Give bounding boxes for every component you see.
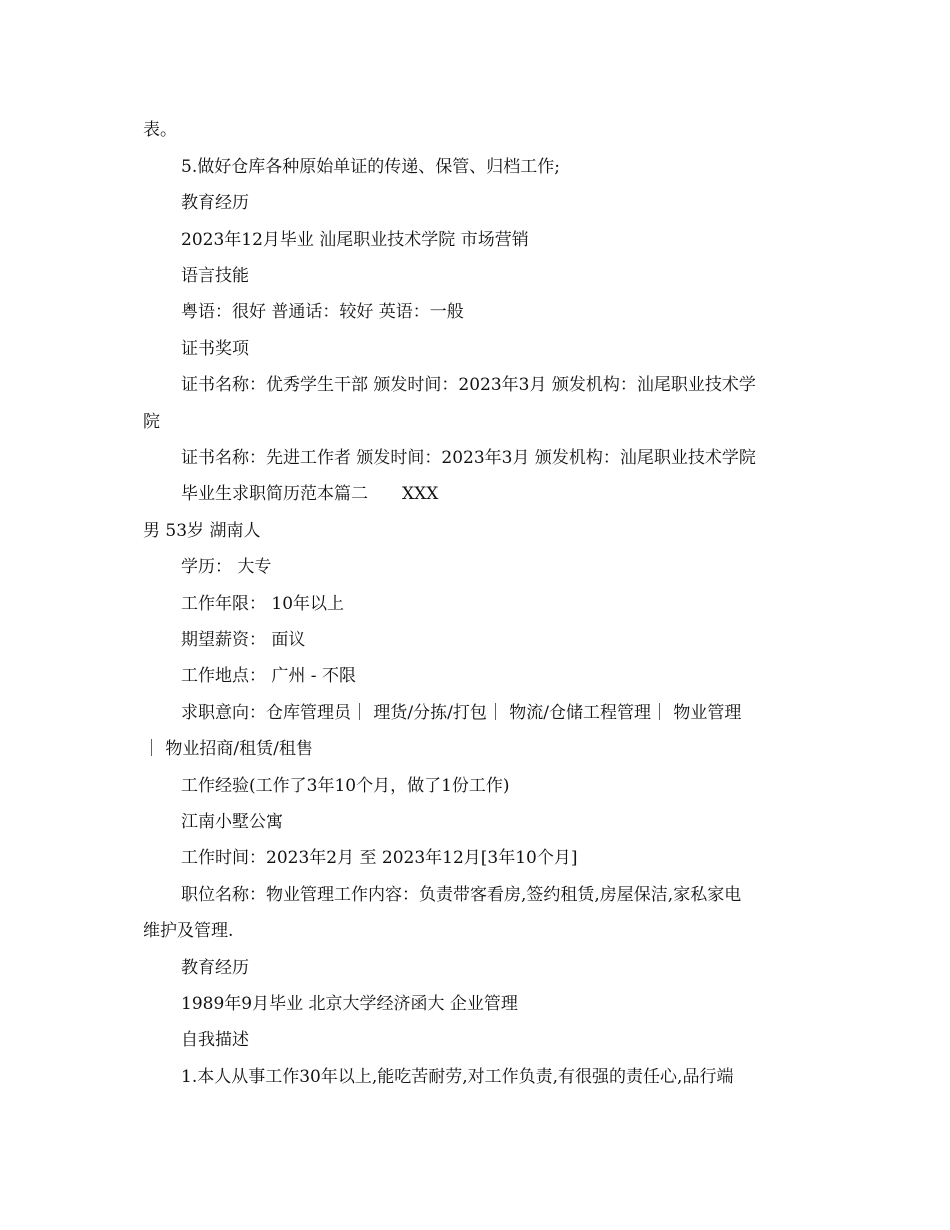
resume-title: 毕业生求职简历范本篇二 XXX xyxy=(181,484,439,504)
text-line: 2023年12月毕业 汕尾职业技术学院 市场营销 xyxy=(181,230,529,250)
text-line: 求职意向：仓库管理员｜ 理货/分拣/打包｜ 物流/仓储工程管理｜ 物业管理 xyxy=(181,703,742,723)
section-heading-certificates: 证书奖项 xyxy=(181,339,249,359)
text-line: 期望薪资： 面议 xyxy=(181,630,306,650)
section-heading-education: 教育经历 xyxy=(181,958,249,978)
text-line: 1.本人从事工作30年以上,能吃苦耐劳,对工作负责,有很强的责任心,品行端 xyxy=(181,1067,734,1087)
text-line: 维护及管理. xyxy=(143,921,234,941)
text-line: 粤语：很好 普通话：较好 英语：一般 xyxy=(181,302,464,322)
section-heading-self-description: 自我描述 xyxy=(181,1030,249,1050)
text-line: 表。 xyxy=(143,120,177,140)
section-heading-education: 教育经历 xyxy=(181,193,249,213)
text-line: 男 53岁 湖南人 xyxy=(143,521,261,541)
text-line: 工作地点： 广州 - 不限 xyxy=(181,666,356,686)
text-line: 学历： 大专 xyxy=(181,557,272,577)
text-line: 职位名称：物业管理工作内容：负责带客看房,签约租赁,房屋保洁,家私家电 xyxy=(181,885,742,905)
text-line: ｜ 物业招商/租赁/租售 xyxy=(143,739,313,759)
text-line: 证书名称：优秀学生干部 颁发时间：2023年3月 颁发机构：汕尾职业技术学 xyxy=(181,375,756,395)
section-heading-language: 语言技能 xyxy=(181,266,249,286)
text-line: 工作时间：2023年2月 至 2023年12月[3年10个月] xyxy=(181,848,578,868)
text-line: 证书名称：先进工作者 颁发时间：2023年3月 颁发机构：汕尾职业技术学院 xyxy=(181,448,756,468)
text-line: 1989年9月毕业 北京大学经济函大 企业管理 xyxy=(181,994,518,1014)
text-line: 5.做好仓库各种原始单证的传递、保管、归档工作; xyxy=(181,157,560,177)
text-line: 院 xyxy=(143,412,160,432)
section-heading-experience: 工作经验(工作了3年10个月，做了1份工作) xyxy=(181,776,510,796)
text-line: 江南小墅公寓 xyxy=(181,812,283,832)
text-line: 工作年限： 10年以上 xyxy=(181,594,345,614)
